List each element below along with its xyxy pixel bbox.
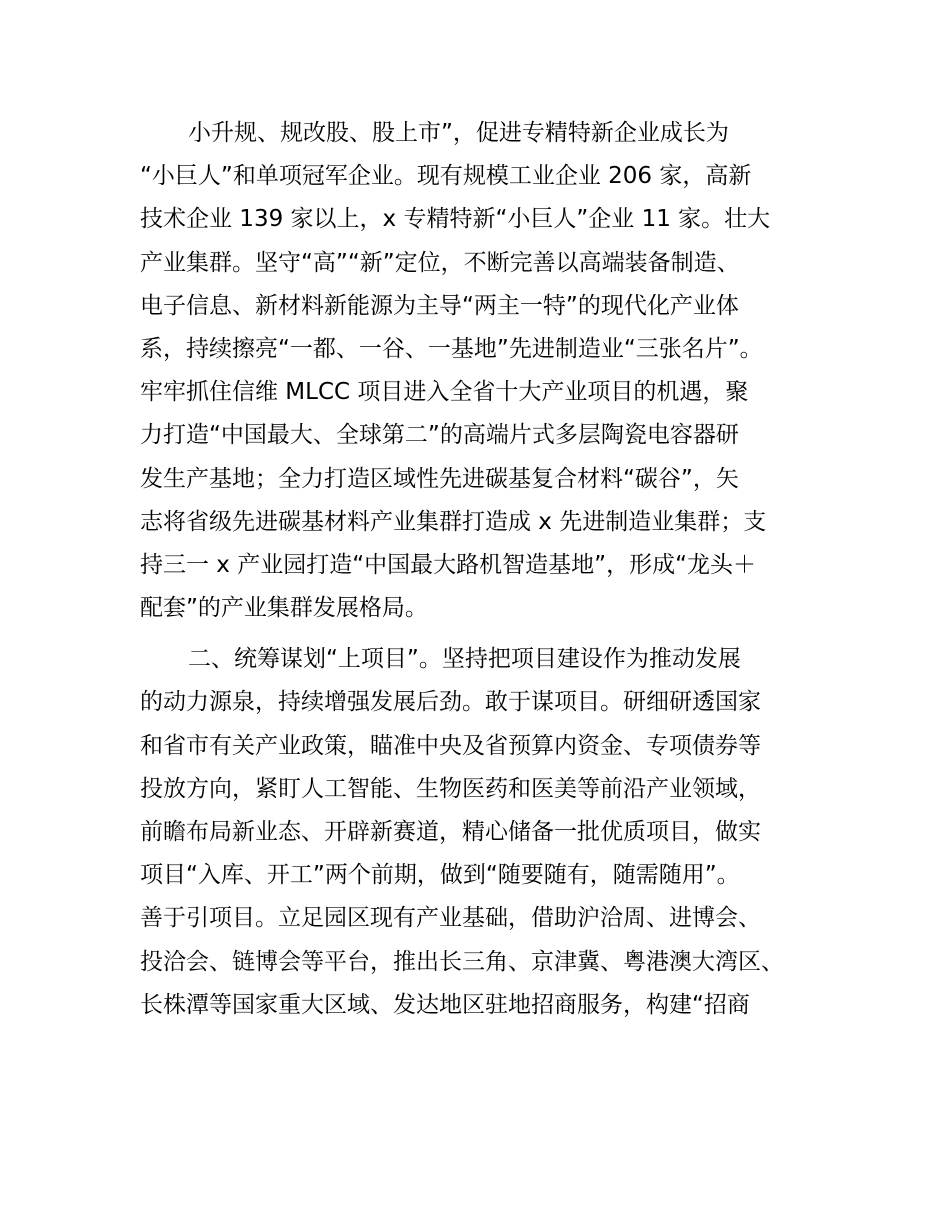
text-line: “小巨人”和单项冠军企业。现有规模工业企业 206 家，高新	[140, 163, 752, 190]
text-line: 牢牢抓住信维 MLCC 项目进入全省十大产业项目的机遇，聚	[140, 379, 749, 406]
paragraph-spacer	[140, 630, 820, 638]
paragraph-projects	[140, 638, 820, 1027]
text-line: 前瞻布局新业态、开辟新赛道，精心储备一批优质项目，做实	[140, 819, 761, 845]
text-line: 的动力源泉，持续增强发展后劲。敢于谋项目。研细研透国家	[140, 689, 761, 716]
text-line: 系，持续擦亮“一都、一谷、一基地”先进制造业“三张名片”。	[140, 335, 763, 362]
text-line: 配套”的产业集群发展格局。	[140, 595, 428, 622]
text-line: 投洽会、链博会等平台，推出长三角、京津冀、粤港澳大湾区、	[140, 948, 784, 975]
document-body	[140, 112, 820, 1027]
text-line: 持三一 x 产业园打造“中国最大路机智造基地”，形成“龙头＋	[140, 551, 756, 578]
text-line: 小升规、规改股、股上市”，促进专精特新企业成长为	[188, 120, 729, 146]
text-line: 产业集群。坚守“高”“新”定位，不断完善以高端装备制造、	[140, 249, 740, 276]
text-line: 和省市有关产业政策，瞄准中央及省预算内资金、专项债券等	[140, 732, 761, 759]
text-line: 善于引项目。立足园区现有产业基础，借助沪洽周、进博会、	[140, 905, 761, 932]
text-line: 力打造“中国最大、全球第二”的高端片式多层陶瓷电容器研	[140, 422, 739, 449]
text-line: 项目“入库、开工”两个前期，做到“随要随有，随需随用”。	[140, 862, 740, 889]
text-line: 技术企业 139 家以上，x 专精特新“小巨人”企业 11 家。壮大	[140, 206, 771, 233]
paragraph-industrial-clusters	[140, 112, 820, 630]
text-line: 长株潭等国家重大区域、发达地区驻地招商服务，构建“招商	[140, 991, 750, 1018]
text-line: 发生产基地；全力打造区域性先进碳基复合材料“碳谷”，矢	[140, 465, 739, 492]
text-line: 志将省级先进碳基材料产业集群打造成 x 先进制造业集群；支	[140, 508, 767, 535]
text-line: 电子信息、新材料新能源为主导“两主一特”的现代化产业体	[140, 292, 739, 319]
section-heading-line: 二、统筹谋划“上项目”。坚持把项目建设作为推动发展	[188, 646, 741, 673]
text-line: 投放方向，紧盯人工智能、生物医药和医美等前沿产业领域，	[140, 775, 761, 802]
